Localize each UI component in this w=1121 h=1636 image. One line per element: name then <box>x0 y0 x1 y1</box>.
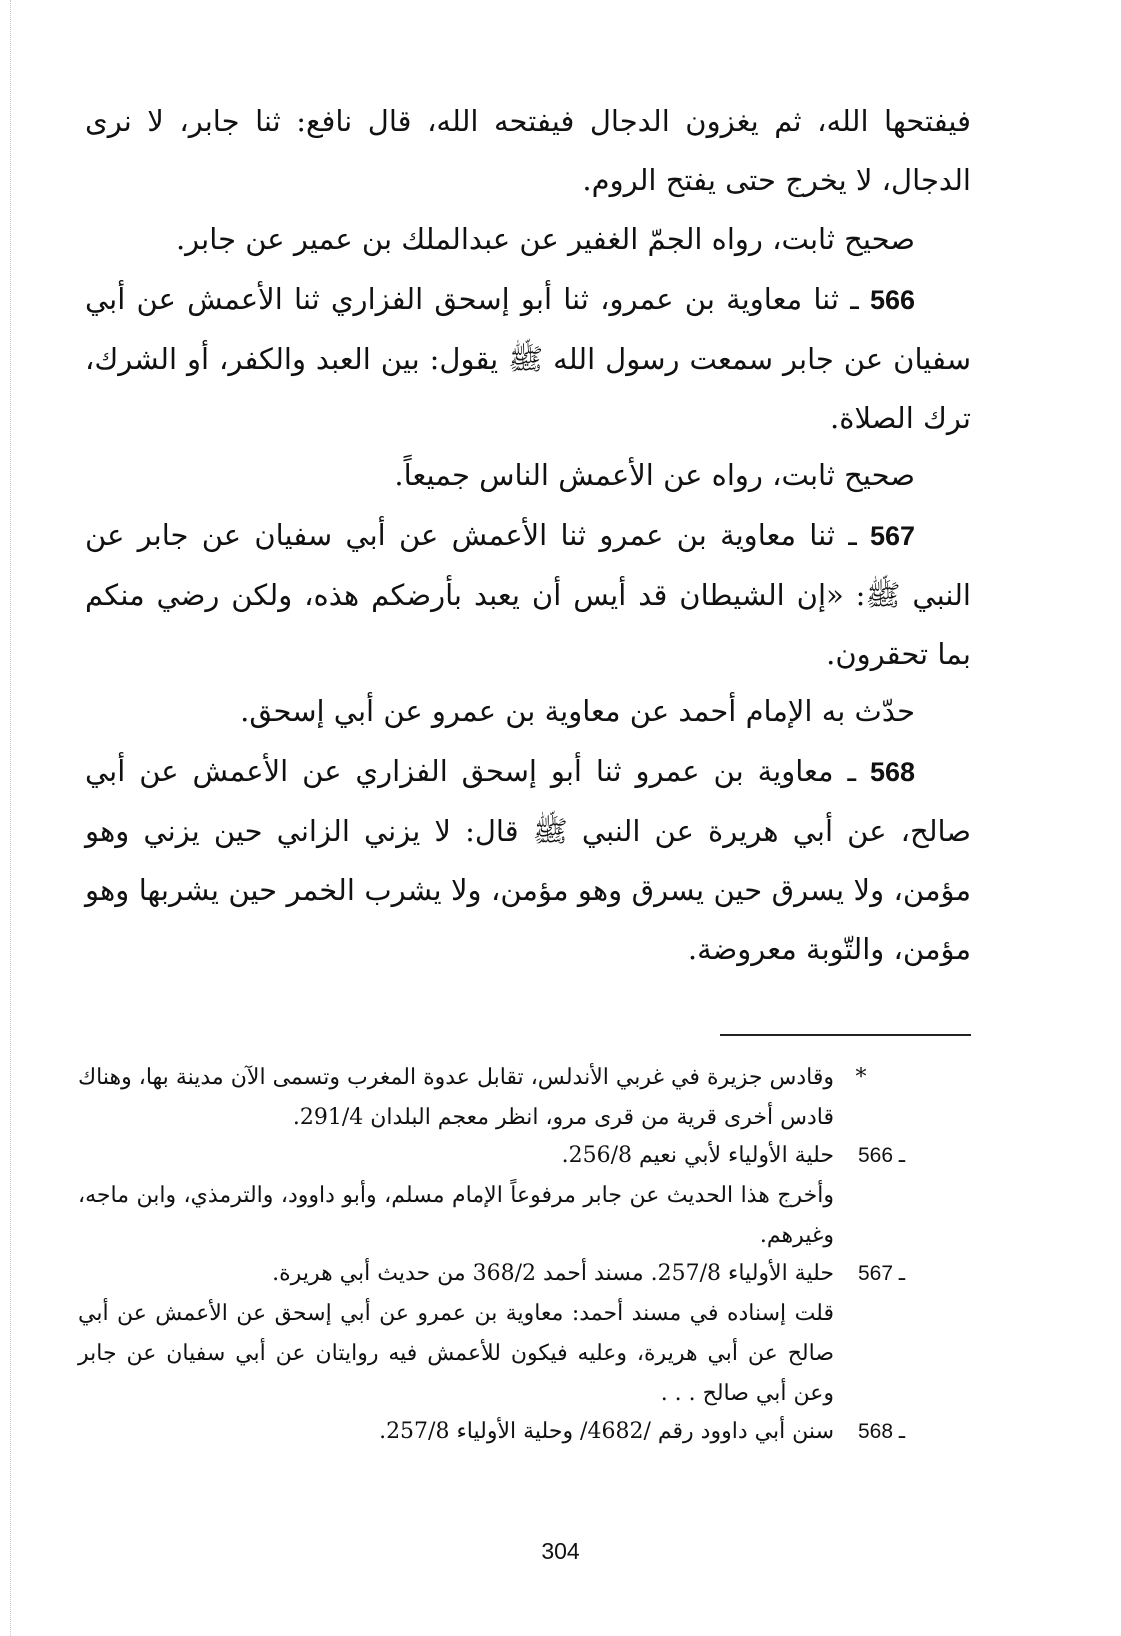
footnote-star-mark: * <box>855 1065 867 1090</box>
footnote-566-source <box>78 1136 834 1176</box>
hadith-number: 568 <box>869 757 916 787</box>
hadith-number: 566 <box>869 285 916 315</box>
paragraph-continuation <box>85 92 971 210</box>
hadith-number: 567 <box>869 521 916 551</box>
hadith-566 <box>85 270 971 448</box>
paragraph-grading <box>85 210 971 269</box>
footnote-text: وقادس جزيرة في غربي الأندلس، تقابل عدوة المغرب وتسمى الآن مدينة بها، وهناك قادس أخرى قرية من قرى مرو، انظر معجم البلدان 291/4. <box>78 1065 834 1130</box>
hadith-568 <box>85 742 971 979</box>
page-number: 304 <box>541 1538 580 1564</box>
footnote-568-source <box>78 1412 834 1452</box>
paragraph-grading <box>85 446 971 505</box>
paragraph-text: صحيح ثابت، رواه الجمّ الغفير عن عبدالملك بن عمير عن جابر. <box>175 222 915 256</box>
footnote-star <box>78 1058 834 1138</box>
footnote-567-note <box>78 1294 834 1414</box>
footnote-text: قلت إسناده في مسند أحمد: معاوية بن عمرو عن أبي إسحق عن الأعمش عن أبي صالح عن أبي هريرة، وعليه فيكون للأعمش فيه روايتان عن أبي سفيان عن جابر وعن أبي صالح . . . <box>78 1301 834 1406</box>
footnote-separator <box>720 1034 971 1036</box>
footnote-text: حلية الأولياء 257/8. مسند أحمد 368/2 من حديث أبي هريرة. <box>272 1261 834 1286</box>
paragraph-text: ـ ثنا معاوية بن عمرو ثنا الأعمش عن أبي سفيان عن جابر عن النبي ﷺ: «إن الشيطان قد أيس أن يعبد بأرضكم هذه، ولكن رضي منكم بما تحقرون. <box>85 518 971 671</box>
paragraph-narration <box>85 682 971 741</box>
paragraph-text: فيفتحها الله، ثم يغزون الدجال فيفتحه الله، قال نافع: ثنا جابر، لا نرى الدجال، لا يخرج حتى يفتح الروم. <box>85 104 971 197</box>
footnote-568-number: 568 ـ <box>858 1420 906 1443</box>
paragraph-text: صحيح ثابت، رواه عن الأعمش الناس جميعاً. <box>394 458 915 492</box>
footnote-text: سنن أبي داوود رقم /4682/ وحلية الأولياء 257/8. <box>379 1419 834 1444</box>
scan-edge <box>0 0 11 1636</box>
paragraph-text: ـ معاوية بن عمرو ثنا أبو إسحق الفزاري عن الأعمش عن أبي صالح، عن أبي هريرة عن النبي ﷺ قال: لا يزني الزاني حين يزني وهو مؤمن، ولا يسرق حين يسرق وهو مؤمن، ولا يشرب الخمر حين يشربها وهو مؤمن، والتّوبة معروضة. <box>85 754 971 966</box>
footnote-text: حلية الأولياء لأبي نعيم 256/8. <box>561 1143 834 1168</box>
paragraph-text: حدّث به الإمام أحمد عن معاوية بن عمرو عن أبي إسحق. <box>240 694 915 728</box>
paragraph-text: ـ ثنا معاوية بن عمرو، ثنا أبو إسحق الفزاري ثنا الأعمش عن أبي سفيان عن جابر سمعت رسول الله ﷺ يقول: بين العبد والكفر، أو الشرك، ترك الصلاة. <box>85 282 971 435</box>
hadith-567 <box>85 506 971 684</box>
footnote-566-note <box>78 1176 834 1256</box>
footnote-566-number: 566 ـ <box>858 1144 906 1167</box>
footnote-text: وأخرج هذا الحديث عن جابر مرفوعاً الإمام مسلم، وأبو داوود، والترمذي، وابن ماجه، وغيرهم. <box>78 1183 834 1248</box>
footnote-567-source <box>78 1254 834 1294</box>
footnote-567-number: 567 ـ <box>858 1262 906 1285</box>
